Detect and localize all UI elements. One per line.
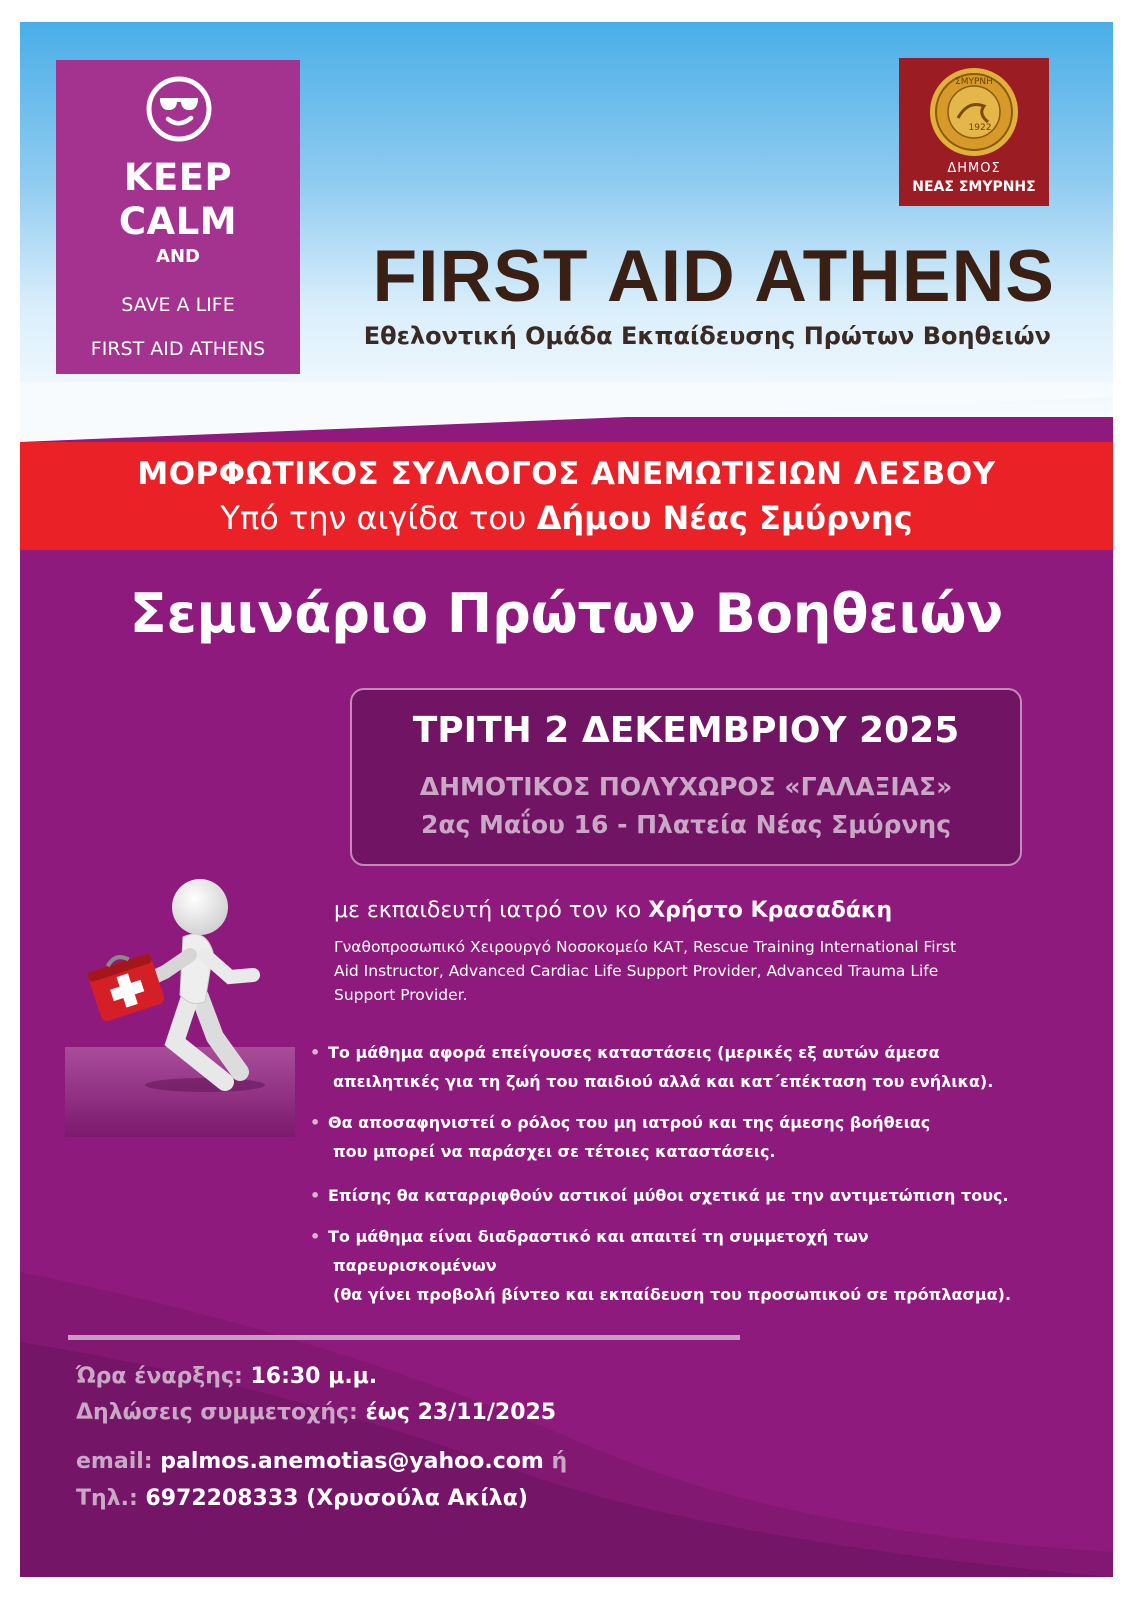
event-date: ΤΡΙΤΗ 2 ΔΕΚΕΜΒΡΙΟΥ 2025 <box>412 710 960 751</box>
poster <box>20 22 1113 1577</box>
registration-deadline <box>76 1400 556 1425</box>
email-link[interactable]: palmos.anemotias@yahoo.com <box>160 1449 544 1474</box>
and-text: AND <box>156 246 200 267</box>
main-title: FIRST AID ATHENS <box>372 236 1055 317</box>
list-item <box>310 1108 930 1166</box>
bullet-marker: • <box>310 1043 321 1062</box>
contact-phone <box>76 1486 528 1511</box>
background-swoosh <box>20 1212 1113 1577</box>
list-item-line: Το μάθημα είναι διαδραστικό και απαιτεί τη συμμετοχή των <box>328 1227 869 1246</box>
trainer-intro-text: με εκπαιδευτή ιατρό τον κο <box>334 898 649 923</box>
phone-value: 6972208333 (Χρυσούλα Ακίλα) <box>145 1486 528 1511</box>
list-item-line: (θα γίνει προβολή βίντεο και εκπαίδευση του προσωπικού σε πρόπλασμα). <box>333 1285 1012 1304</box>
calm-text: CALM <box>118 200 238 243</box>
list-item <box>310 1038 993 1096</box>
email-label: email: <box>76 1449 161 1474</box>
logo-line2: ΝΕΑΣ ΣΜΥΡΝΗΣ <box>912 179 1036 195</box>
list-item-line: απειλητικές για τη ζωή του παιδιού αλλά και κατ΄επέκταση του ενήλικα). <box>333 1072 994 1091</box>
trainer-bio-line: Support Provider. <box>334 986 468 1004</box>
bullet-marker: • <box>310 1186 321 1205</box>
phone-label: Τηλ.: <box>76 1486 146 1511</box>
venue-name: ΔΗΜΟΤΙΚΟΣ ΠΟΛΥΧΩΡΟΣ «ΓΑΛΑΞΙΑΣ» <box>419 772 953 801</box>
municipal-seal-icon <box>928 66 1020 158</box>
contact-email <box>76 1449 567 1474</box>
trainer-bio-line: Γναθοπροσωπικό Χειρουργό Νοσοκομείο ΚΑΤ, Rescue Training International First <box>334 938 957 956</box>
list-item-line: που μπορεί να παράσχει σε τέτοιες καταστάσεις. <box>333 1142 776 1161</box>
keep-text: KEEP <box>123 156 233 199</box>
seminar-title: Σεμινάριο Πρώτων Βοηθειών <box>129 582 1004 645</box>
venue-address: 2ας Μαΐου 16 - Πλατεία Νέας Σμύρνης <box>420 810 952 839</box>
logo-line1: ΔΗΜΟΣ <box>947 161 1001 176</box>
list-item-line: Θα αποσαφηνιστεί ο ρόλος του μη ιατρού και της άμεσης βοήθειας <box>328 1113 931 1132</box>
start-time-label: Ώρα έναρξης: <box>76 1364 251 1389</box>
runner-first-aid-kit-icon <box>65 867 295 1137</box>
list-item <box>310 1181 1009 1210</box>
patronage-line <box>20 499 1113 537</box>
organizer-banner <box>20 442 1113 550</box>
email-or: ή <box>543 1449 568 1474</box>
bullet-marker: • <box>310 1113 321 1132</box>
registration-label: Δηλώσεις συμμετοχής: <box>76 1400 366 1425</box>
svg-text:1922: 1922 <box>968 123 992 133</box>
svg-text:ΣΜΥΡΝΗ: ΣΜΥΡΝΗ <box>955 77 993 87</box>
patronage-municipality: Δήμου Νέας Σμύρνης <box>536 499 913 537</box>
main-subtitle: Εθελοντική Ομάδα Εκπαίδευσης Πρώτων Βοηθειών <box>363 322 1051 350</box>
municipality-logo <box>899 58 1049 206</box>
start-time <box>76 1364 377 1389</box>
organizer-name: ΜΟΡΦΩΤΙΚΟΣ ΣΥΛΛΟΓΟΣ ΑΝΕΜΩΤΙΣΙΩΝ ΛΕΣΒΟΥ <box>137 456 996 492</box>
keep-calm-org-text: FIRST AID ATHENS <box>90 338 266 360</box>
save-a-life-text: SAVE A LIFE <box>121 294 235 316</box>
smiley-sunglasses-icon <box>144 74 214 144</box>
list-item-line: Το μάθημα αφορά επείγουσες καταστάσεις (μερικές εξ αυτών άμεσα <box>328 1043 940 1062</box>
event-date-box <box>350 688 1022 866</box>
registration-value: έως 23/11/2025 <box>365 1400 557 1425</box>
section-divider <box>68 1335 740 1340</box>
keep-calm-badge <box>56 60 300 374</box>
trainer-intro <box>334 898 892 923</box>
list-item-line: παρευρισκομένων <box>333 1256 497 1275</box>
trainer-bio-line: Aid Instructor, Advanced Cardiac Life Support Provider, Advanced Trauma Life <box>334 962 939 980</box>
trainer-bio <box>334 935 1054 1007</box>
start-time-value: 16:30 μ.μ. <box>250 1364 378 1389</box>
list-item-line: Επίσης θα καταρριφθούν αστικοί μύθοι σχετικά με την αντιμετώπιση τους. <box>328 1186 1009 1205</box>
patronage-prefix: Υπό την αιγίδα του <box>220 499 537 537</box>
trainer-name: Χρήστο Κρασαδάκη <box>648 898 893 923</box>
bullet-marker: • <box>310 1227 321 1246</box>
